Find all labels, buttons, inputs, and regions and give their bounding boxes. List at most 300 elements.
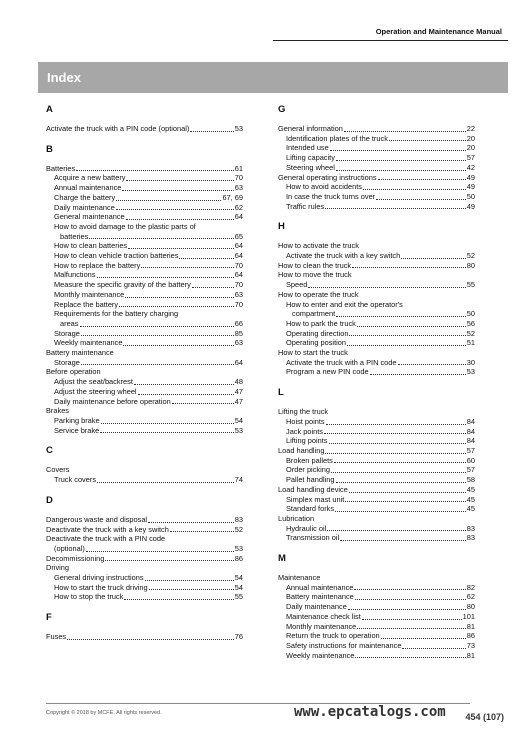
index-entry-text: Order picking [286,465,330,475]
index-entry-text: Storage [54,357,80,367]
index-entry-text: How to move the truck [278,270,352,280]
dot-leader [308,287,465,288]
index-entry-page: 86 [466,631,475,641]
index-entry [46,241,243,251]
index-entry-text: Lifting points [286,436,328,446]
index-banner [38,62,508,93]
index-entry-text: Program a new PIN code [286,367,369,377]
section-letter: H [278,221,285,233]
index-entry [278,524,475,534]
index-entry-text: Safety instructions for maintenance [286,640,402,650]
index-entry [278,367,475,377]
index-entry-text: Return the truck to operation [286,631,380,641]
index-entry-text: Deactivate the truck with a key switch [46,524,169,534]
index-section-a [46,104,243,134]
index-entry-text: Operating direction [286,328,349,338]
index-entry-page: 54 [234,582,243,592]
dot-leader [125,297,234,298]
index-entry-text: General maintenance [54,212,125,222]
index-entry [278,319,475,329]
dot-leader [357,326,466,327]
index-entry-page: 50 [466,309,475,319]
dot-leader [126,180,233,181]
dot-leader [355,657,465,658]
dot-leader [336,316,466,317]
index-entry-page: 55 [466,280,475,290]
index-entry [46,164,243,174]
index-entry [278,427,475,437]
index-entry [278,153,475,163]
index-entry [46,426,243,436]
index-entry-text: Monthly maintenance [286,621,357,631]
index-entry-page: 82 [466,582,475,592]
index-entry [278,338,475,348]
header-divider [273,40,508,41]
index-entry [278,465,475,475]
index-entry [46,124,243,134]
dot-leader [362,619,462,620]
dot-leader [363,189,466,190]
index-entry [278,270,475,280]
index-entry [278,163,475,173]
dot-leader [345,501,465,502]
dot-leader [124,599,233,600]
index-entry-text: How to avoid accidents [286,182,362,192]
copyright-notice: Copyright © 2018 by MCFE. All rights reserved. [46,710,162,716]
index-entry [46,270,243,280]
index-entry [278,475,475,485]
index-entry [46,329,243,339]
index-entry [278,583,475,593]
dot-leader [344,131,466,132]
index-entry-text: Service brake [54,425,100,435]
dot-leader [119,306,234,307]
index-entry [46,319,243,329]
index-entry-text: batteries [60,231,89,241]
dot-leader [348,609,466,610]
index-entry [278,514,475,524]
index-entry [46,358,243,368]
index-entry [278,251,475,261]
index-entry-page: 61 [234,163,243,173]
dot-leader [138,394,234,395]
index-entry [46,300,243,310]
index-entry [46,173,243,183]
index-entry-text: How to avoid damage to the plastic parts of [54,221,196,231]
index-entry-page: 52 [466,251,475,261]
index-entry-text: General driving instructions [54,573,144,583]
index-entry-text: Requirements for the battery charging [54,309,179,319]
index-entry [46,406,243,416]
index-entry-page: 52 [466,328,475,338]
index-entry [278,280,475,290]
index-entry [278,602,475,612]
index-entry-text: Steering wheel [286,162,335,172]
index-entry-page: 45 [466,504,475,514]
index-entry [46,232,243,242]
index-entry-page: 83 [234,514,243,524]
index-entry-page: 42 [466,162,475,172]
dot-leader [336,482,466,483]
dot-leader [376,199,466,200]
dot-leader [100,432,234,433]
index-entry-text: Annual maintenance [286,582,354,592]
index-entry [46,309,243,319]
index-entry [278,143,475,153]
index-entry [278,641,475,651]
index-entry-page: 56 [466,318,475,328]
dot-leader [81,364,234,365]
index-entry [46,525,243,535]
index-entry-page: 63 [234,183,243,193]
index-entry-text: General information [278,124,343,133]
index-entry [46,251,243,261]
dot-leader [122,190,233,191]
index-entry [46,377,243,387]
index-entry-text: Adjust the steering wheel [54,386,137,396]
index-entry-text: Operating position [286,338,346,348]
index-entry [278,485,475,495]
index-entry [46,544,243,554]
index-entry [278,456,475,466]
index-entry-text: Monthly maintenance [54,289,125,299]
index-entry-page: 63 [234,289,243,299]
index-entry-text: Parking brake [54,415,100,425]
index-entry-text: Measure the specific gravity of the battery [54,280,191,290]
section-letter: L [278,387,284,399]
index-entry-text: Activate the truck with a PIN code [286,357,397,367]
index-entry-text: Traffic rules [286,201,325,211]
index-entry [278,300,475,310]
index-entry-text: How to clean the truck [278,260,352,270]
index-entry-page: 57 [466,153,475,163]
index-entry [278,631,475,641]
index-entry-text: Maintenance [278,573,321,583]
index-entry-text: How to clean vehicle traction batteries [54,251,179,261]
dot-leader [349,492,466,493]
watermark-logo: www.epcatalogs.com [294,704,446,720]
index-entry-text: Decommissioning [46,553,105,563]
index-entry-text: Transmission oil [286,533,340,543]
dot-leader [347,345,466,346]
dot-leader [334,462,466,463]
dot-leader [141,267,233,268]
index-entry-text: Lifting the truck [278,407,329,417]
dot-leader [336,170,466,171]
index-entry-page: 83 [466,533,475,543]
index-entry [46,193,243,203]
index-entry [278,124,475,134]
index-entry-page: 84 [466,436,475,446]
index-entry-text: Storage [54,328,80,338]
index-entry [46,183,243,193]
index-entry [46,212,243,222]
index-entry-text: Simplex mast unit [286,494,345,504]
index-entry-page: 64 [234,357,243,367]
dot-leader [401,258,466,259]
index-entry-page: 65 [234,231,243,241]
index-entry [278,329,475,339]
index-entry-text: Hoist points [286,416,325,426]
index-entry-text: Load handling device [278,484,348,494]
index-entry [46,515,243,525]
index-entry-page: 49 [466,172,475,182]
index-entry-text: How to start the truck [278,348,348,358]
index-entry [46,203,243,213]
index-entry-page: 70 [234,260,243,270]
dot-leader [357,628,466,629]
index-entry-page: 85 [234,328,243,338]
index-entry-text: Load handling [278,445,325,455]
index-entry-text: Dangerous waste and disposal [46,514,148,524]
dot-leader [148,522,234,523]
dot-leader [149,589,234,590]
dot-leader [381,638,466,639]
dot-leader [86,551,234,552]
section-letter: G [278,104,286,115]
index-entry [278,241,475,251]
index-entry-page: 60 [466,455,475,465]
index-entry-text: Daily maintenance [286,602,347,612]
index-entry [278,261,475,271]
dot-leader [192,287,234,288]
index-entry-text: areas [60,318,79,328]
section-letter: B [46,143,53,155]
index-entry-page: 54 [234,415,243,425]
dot-leader [97,482,234,483]
index-entry-text: Deactivate the truck with a PIN code [46,534,166,544]
dot-leader [330,150,466,151]
index-entry-text: Speed [286,280,308,290]
index-entry-text: Daily maintenance [54,202,115,212]
index-entry-page: 86 [234,553,243,563]
dot-leader [123,345,233,346]
index-entry-text: Battery maintenance [286,592,354,602]
dot-leader [179,258,233,259]
index-entry-page: 64 [234,251,243,261]
section-letter: F [46,612,52,624]
index-entry-text: Activate the truck with a key switch [286,251,401,261]
index-entry-page: 45 [466,494,475,504]
index-entry-text: Lifting capacity [286,153,335,163]
index-entry-page: 52 [234,524,243,534]
index-entry-page: 62 [466,592,475,602]
dot-leader [145,580,234,581]
index-entry-page: 57 [466,445,475,455]
index-entry-page: 47 [234,386,243,396]
index-entry [46,465,243,475]
index-section-c [46,445,243,484]
index-section-l [278,387,475,543]
index-entry-page: 20 [466,133,475,143]
index-entry-page: 54 [234,573,243,583]
index-entry [278,192,475,202]
index-entry-page: 22 [466,124,475,133]
dot-leader [389,140,466,141]
index-entry-text: Broken pallets [286,455,333,465]
index-entry-page: 70 [234,173,243,183]
section-letter: D [46,494,53,506]
dot-leader [116,209,234,210]
dot-leader [126,219,234,220]
index-entry-page: 101 [462,611,475,621]
index-entry-text: How to operate the truck [278,289,359,299]
index-entry-text: How to activate the truck [278,241,359,251]
index-entry-text: compartment [292,309,336,319]
index-entry [278,533,475,543]
index-entry-page: 70 [234,280,243,290]
dot-leader [134,384,234,385]
index-entry [278,173,475,183]
index-entry-text: How to park the truck [286,318,356,328]
index-entry-text: Weekly maintenance [286,650,355,660]
index-entry-page: 63 [234,338,243,348]
index-entry [46,261,243,271]
index-entry [46,534,243,544]
dot-leader [340,540,466,541]
index-entry [278,446,475,456]
dot-leader [329,443,466,444]
index-entry [278,417,475,427]
index-entry [46,416,243,426]
index-entry-page: 53 [234,543,243,553]
index-entry-text: Replace the battery [54,299,119,309]
index-entry [46,475,243,485]
page-number: 454 (107) [465,712,504,722]
manual-title: Operation and Maintenance Manual [375,27,502,36]
index-entry-page: 70 [234,299,243,309]
index-section-h [278,221,475,377]
index-entry-text: Activate the truck with a PIN code (optional) [46,124,190,133]
index-entry [278,436,475,446]
index-entry-text: Before operation [46,367,101,377]
index-entry-text: Weekly maintenance [54,338,123,348]
index-entry-text: How to enter and exit the operator's [286,299,403,309]
index-entry-page: 83 [466,523,475,533]
index-entry-text: Intended use [286,143,329,153]
index-entry-text: How to replace the battery [54,260,141,270]
index-entry-page: 51 [466,338,475,348]
index-entry-page: 55 [234,592,243,602]
index-entry-page: 64 [234,212,243,222]
index-entry [278,290,475,300]
index-column-right [278,104,475,670]
index-entry [46,222,243,232]
index-entry [278,651,475,661]
index-entry [278,612,475,622]
index-entry-page: 64 [234,241,243,251]
index-entry [278,592,475,602]
dot-leader [349,335,465,336]
index-entry [46,554,243,564]
section-letter: A [46,104,53,115]
index-entry-text: Battery maintenance [46,348,114,358]
index-entry [278,134,475,144]
dot-leader [352,267,466,268]
index-entry-text: Malfunctions [54,270,96,280]
index-entry-page: 30 [466,357,475,367]
index-entry [46,280,243,290]
dot-leader [335,511,466,512]
index-entry [278,573,475,583]
index-entry [46,290,243,300]
dot-leader [116,200,221,201]
index-entry-page: 80 [466,602,475,612]
index-entry [46,592,243,602]
index-entry-page: 53 [234,124,243,133]
index-entry-page: 66 [234,318,243,328]
index-entry-text: How to stop the truck [54,592,124,602]
index-entry-page: 64 [234,270,243,280]
dot-leader [326,424,466,425]
index-entry-page: 49 [466,201,475,211]
index-entry-page: 80 [466,260,475,270]
dot-leader [402,648,465,649]
index-section-d [46,495,243,602]
index-entry-text: Annual maintenance [54,183,122,193]
index-entry-page: 48 [234,377,243,387]
dot-leader [76,170,234,171]
index-entry-page: 20 [466,143,475,153]
dot-leader [398,364,466,365]
dot-leader [355,599,466,600]
index-entry [46,338,243,348]
dot-leader [101,423,234,424]
index-entry-page: 58 [466,475,475,485]
index-entry-text: How to start the truck driving [54,582,148,592]
section-letter: M [278,553,286,565]
index-entry-text: General operating instructions [278,172,377,182]
index-entry-text: Maintenance check list [286,611,361,621]
dot-leader [89,238,233,239]
index-entry-text: Brakes [46,406,70,416]
index-entry [46,348,243,358]
index-section-g [278,104,475,211]
dot-leader [370,374,466,375]
index-entry [278,202,475,212]
index-entry-text: Truck covers [54,475,97,485]
index-entry [278,358,475,368]
dot-leader [336,160,466,161]
index-entry-page: 62 [234,202,243,212]
dot-leader [331,472,466,473]
dot-leader [81,335,234,336]
dot-leader [67,639,234,640]
dot-leader [324,433,466,434]
index-section-b [46,144,243,436]
index-entry-text: Covers [46,465,70,475]
section-letter: C [46,445,53,457]
index-entry-text: Pallet handling [286,475,335,485]
index-section-f [46,612,243,642]
index-entry [278,407,475,417]
index-entry-page: 45 [466,484,475,494]
index-entry [46,563,243,573]
index-entry-text: Standard forks [286,504,335,514]
index-entry-page: 57 [466,465,475,475]
index-entry [46,583,243,593]
index-column-left [46,104,243,652]
dot-leader [97,277,234,278]
index-entry [46,367,243,377]
dot-leader [80,326,234,327]
index-entry-page: 67, 69 [222,192,243,202]
index-entry-text: Hydraulic oil [286,523,327,533]
index-entry-page: 74 [234,475,243,485]
index-entry [278,309,475,319]
index-entry-text: In case the truck turns over [286,191,376,201]
index-entry [46,632,243,642]
